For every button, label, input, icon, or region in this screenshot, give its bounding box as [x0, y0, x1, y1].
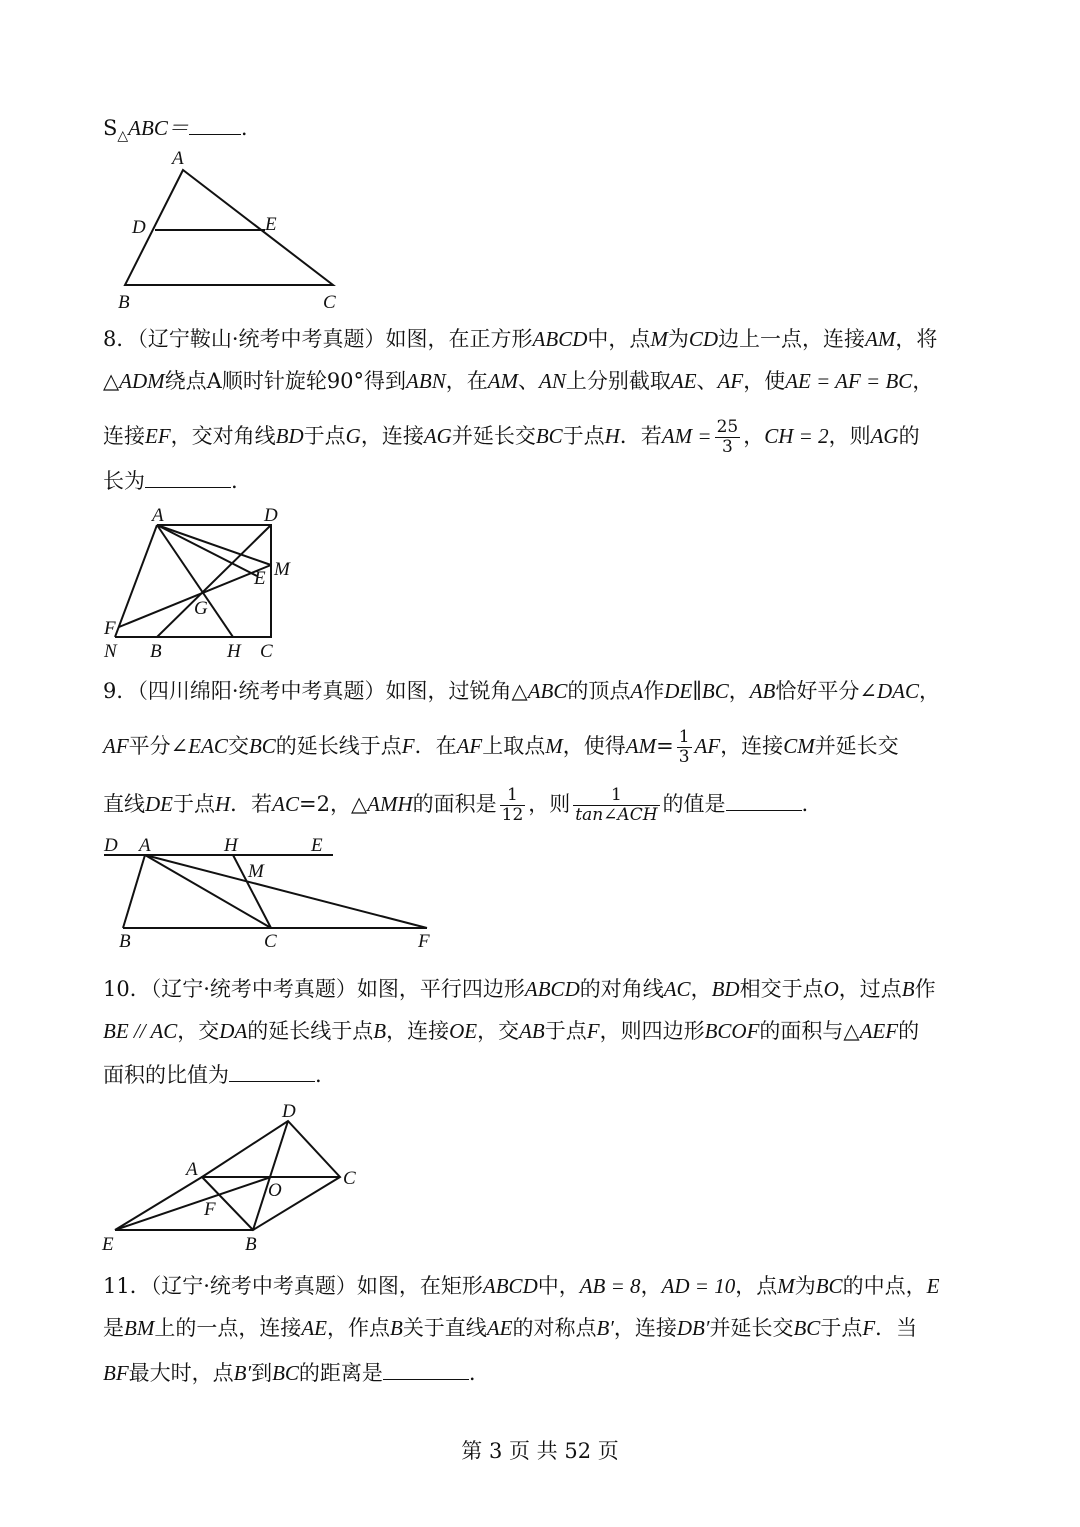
q9-line-1: 9．（四川绵阳·统考中考真题）如图，过锐角△ABC的顶点A作DE∥BC，AB恰好平分∠DAC，: [103, 679, 940, 703]
label-a: A: [139, 835, 151, 856]
label-h: H: [224, 835, 238, 856]
label-a: A: [152, 505, 164, 526]
label-d: D: [282, 1101, 296, 1122]
q10-line-1: 10．（辽宁·统考中考真题）如图，平行四边形ABCD的对角线AC，BD相交于点O，过点B作: [103, 977, 936, 1001]
label-b: B: [119, 931, 131, 952]
label-e: E: [265, 214, 277, 235]
page-footer: 第 3 页 共 52 页: [461, 1439, 619, 1463]
q8-line-1: 8．（辽宁鞍山·统考中考真题）如图，在正方形ABCD中，点M为CD边上一点，连接AM，将: [103, 327, 938, 351]
q11-line-1: 11．（辽宁·统考中考真题）如图，在矩形ABCD中，AB = 8，AD = 10，点M为BC的中点，E: [103, 1274, 940, 1298]
label-c: C: [323, 292, 336, 313]
label-f: F: [204, 1199, 216, 1220]
label-n: N: [104, 641, 117, 662]
label-b: B: [245, 1234, 257, 1255]
q9-line-3: 直线DE于点H．若AC=2，△AMH的面积是 $\frac{1}{12}$ ，则 $\frac{1}{\text{tan∠ACH}}$ 的值是 .: [103, 785, 809, 825]
q11-line-3: BF最大时，点B′到BC的距离是 .: [103, 1361, 476, 1385]
fraction-1-tan-ach: $\frac{1}{\text{tan∠ACH}}$: [575, 785, 658, 825]
q11-line-2: 是BM上的一点，连接AE，作点B关于直线AE的对称点B′，连接DB′并延长交BC于点F．当: [103, 1316, 918, 1340]
label-e: E: [311, 835, 323, 856]
q8-line-2: △ADM绕点A顺时针旋轮90°得到ABN，在AM、AN上分别截取AE、AF，使AE = AF = BC，: [103, 369, 934, 393]
label-a: A: [186, 1159, 198, 1180]
label-h: H: [227, 641, 241, 662]
label-c: C: [343, 1168, 356, 1189]
label-f: F: [418, 931, 430, 952]
segment-ea: [115, 1177, 202, 1230]
label-c: C: [260, 641, 273, 662]
q8-line-3: 连接EF，交对角线BD于点G，连接AG并延长交BC于点H．若AM = $\frac{25}{3}$ ，CH = 2，则AG的: [103, 417, 920, 457]
label-b: B: [150, 641, 162, 662]
segment-bd: [253, 1121, 288, 1230]
label-b: B: [118, 292, 130, 313]
segment-eo: [115, 1177, 271, 1230]
q8-line-4: 长为 .: [103, 469, 238, 493]
label-a: A: [172, 148, 184, 169]
answer-blank[interactable]: [383, 1359, 469, 1380]
q10-line-3: 面积的比值为 .: [103, 1063, 322, 1087]
label-c: C: [264, 931, 277, 952]
label-m: M: [248, 861, 264, 882]
label-e: E: [102, 1234, 114, 1255]
label-m: M: [274, 559, 290, 580]
fraction-25-3: $\frac{25}{3}$: [716, 417, 739, 457]
q9-line-2: AF平分∠EAC交BC的延长线于点F．在AF上取点M，使得AM= $\frac{1}{3}$ AF，连接CM并延长交: [103, 727, 899, 767]
fraction-1-12: $\frac{1}{12}$: [501, 785, 524, 825]
label-g: G: [194, 598, 208, 619]
fraction-1-3: $\frac{1}{3}$: [678, 727, 690, 767]
label-d: D: [264, 505, 278, 526]
label-e: E: [254, 568, 266, 589]
label-o: O: [268, 1180, 282, 1201]
label-d: D: [104, 835, 118, 856]
label-d: D: [132, 217, 146, 238]
q10-line-2: BE // AC，交DA的延长线于点B，连接OE，交AB于点F，则四边形BCOF的面积与△AEF的: [103, 1019, 920, 1043]
q7-answer-line: $S_\triangle ABC=$ .: [103, 116, 248, 145]
label-f: F: [104, 618, 116, 639]
